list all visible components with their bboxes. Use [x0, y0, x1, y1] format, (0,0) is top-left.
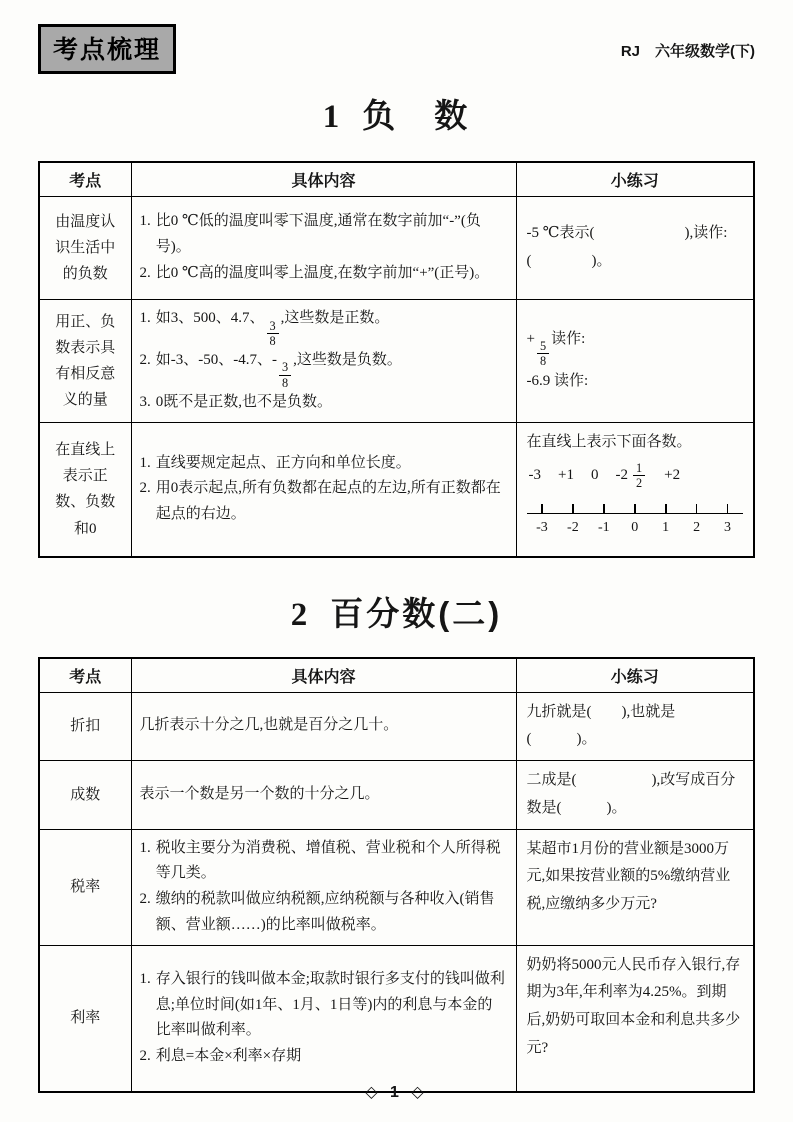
item-text: 税收主要分为消费税、增值税、营业税和个人所得税等几类。 — [155, 839, 501, 882]
page-number: ◇ 1 ◇ — [365, 1084, 428, 1101]
fraction-denominator: 8 — [269, 333, 276, 348]
practice-cell — [516, 300, 754, 423]
content-item — [140, 476, 506, 528]
tick-mark — [665, 504, 667, 513]
practice-cell: 二成是( ),改写成百分数是( )。 — [516, 761, 754, 830]
plot-number: -3 — [528, 466, 541, 483]
text-segment: 如-3、-50、-4.7、- — [155, 352, 277, 369]
practice-cell — [516, 423, 754, 557]
fraction-numerator: 1 — [633, 461, 645, 476]
col-header-practice: 小练习 — [516, 658, 754, 693]
topic-cell: 税率 — [39, 829, 131, 945]
content-cell: 几折表示十分之几,也就是百分之几十。 — [131, 692, 516, 761]
section1-title-text: 负 数 — [362, 97, 471, 134]
content-item — [140, 887, 506, 939]
fraction-numerator: 3 — [267, 319, 279, 334]
tick-label: 0 — [631, 520, 639, 536]
item-marker: 1. — [139, 213, 151, 230]
content-cell — [131, 197, 516, 300]
section2-header-row — [39, 658, 754, 693]
content-item — [140, 390, 506, 416]
review-badge: 考点梳理 — [38, 24, 176, 74]
fraction-denominator: 2 — [635, 475, 643, 490]
plot-number: +1 — [558, 466, 574, 483]
table-row — [39, 945, 754, 1092]
content-cell — [131, 423, 516, 557]
section2-title-text: 百分数(二) — [330, 594, 503, 632]
content-cell — [131, 300, 516, 423]
topic-cell: 折扣 — [39, 692, 131, 761]
col-header-topic: 考点 — [39, 658, 131, 693]
section2-table — [38, 657, 755, 1094]
text-segment: 如3、500、4.7、 — [155, 310, 265, 327]
item-marker: 1. — [139, 970, 151, 987]
item-marker: 1. — [139, 839, 151, 856]
content-cell: 表示一个数是另一个数的十分之几。 — [131, 761, 516, 830]
section1-header-row — [39, 162, 754, 197]
content-item — [140, 261, 506, 287]
mixed-integer: -2 — [615, 466, 628, 483]
plot-number: 0 — [590, 466, 599, 483]
item-text: 比0 ℃低的温度叫零下温度,通常在数字前加“-”(负号)。 — [155, 213, 481, 256]
edition-label: RJ 六年级数学(下) — [620, 43, 755, 60]
number-line-ticks — [527, 504, 744, 514]
section1-title — [38, 90, 755, 137]
item-marker: 2. — [139, 891, 151, 908]
item-marker: 2. — [139, 480, 151, 497]
item-marker: 2. — [139, 264, 151, 281]
exercise-instruction: 在直线上表示下面各数。 — [526, 434, 692, 450]
plot-number: +2 — [664, 466, 681, 483]
item-text — [156, 306, 506, 348]
tick-mark — [634, 504, 636, 513]
practice-cell: 奶奶将5000元人民币存入银行,存期为3年,年利率为4.25%。到期后,奶奶可取回本金和利息共多少元? — [516, 945, 754, 1092]
number-line-labels — [527, 515, 744, 541]
numberline-exercise — [527, 429, 744, 545]
content-item — [140, 306, 506, 348]
topic-cell: 在直线上表示正数、负数和0 — [39, 423, 131, 557]
text-segment: 读作: — [551, 330, 586, 347]
numbers-to-plot — [527, 461, 744, 490]
tick-mark — [572, 504, 574, 513]
topic-cell: 由温度认识生活中的负数 — [39, 197, 131, 300]
item-text: 存入银行的钱叫做本金;取款时银行多支付的钱叫做利息;单位时间(如1年、1月、1日等)内的利息与本金的比率叫做利率。 — [155, 970, 505, 1039]
item-marker: 3. — [139, 393, 151, 410]
item-text: 利息=本金×利率×存期 — [155, 1048, 302, 1065]
table-row — [39, 829, 754, 945]
fraction — [633, 461, 645, 490]
practice-line: -6.9 读作: — [526, 373, 589, 390]
item-marker: 1. — [139, 454, 151, 471]
text-segment: ,这些数是正数。 — [280, 310, 390, 327]
item-marker: 2. — [139, 1048, 151, 1065]
text-segment: ,这些数是负数。 — [293, 352, 402, 369]
fraction-numerator: 5 — [537, 339, 549, 354]
topic-cell: 成数 — [39, 761, 131, 830]
text-segment: + — [526, 330, 535, 347]
tick-label: 3 — [724, 520, 732, 536]
tick-label: -1 — [597, 520, 610, 536]
page-header — [38, 24, 755, 76]
item-marker: 1. — [139, 310, 151, 327]
content-item — [140, 348, 506, 390]
topic-cell: 利率 — [39, 945, 131, 1092]
practice-lines — [527, 326, 744, 396]
col-header-content: 具体内容 — [131, 658, 516, 693]
content-item — [140, 967, 506, 1044]
table-row — [39, 692, 754, 761]
content-item — [140, 209, 506, 261]
fraction — [537, 339, 549, 368]
item-text: 用0表示起点,所有负数都在起点的左边,所有正数都在起点的右边。 — [155, 480, 501, 523]
item-text: 0既不是正数,也不是负数。 — [155, 393, 333, 410]
fraction — [267, 319, 279, 348]
table-row — [39, 761, 754, 830]
fraction-numerator: 3 — [279, 360, 291, 375]
tick-label: -2 — [567, 520, 579, 536]
content-cell — [131, 945, 516, 1092]
table-row — [39, 300, 754, 423]
content-item — [140, 836, 506, 888]
table-row — [39, 197, 754, 300]
topic-cell: 用正、负数表示具有相反意义的量 — [39, 300, 131, 423]
content-item — [140, 451, 506, 477]
item-text: 直线要规定起点、正方向和单位长度。 — [155, 454, 411, 471]
tick-mark — [541, 504, 543, 513]
section1-table — [38, 161, 755, 558]
tick-label: 1 — [662, 520, 670, 536]
tick-mark — [696, 504, 698, 513]
fraction — [279, 360, 291, 389]
table-row — [39, 423, 754, 557]
tick-mark — [603, 504, 605, 513]
content-cell — [131, 829, 516, 945]
col-header-content: 具体内容 — [131, 162, 516, 197]
item-text: 比0 ℃高的温度叫零上温度,在数字前加“+”(正号)。 — [155, 264, 490, 281]
item-marker: 2. — [139, 352, 151, 369]
practice-cell: -5 ℃表示( ),读作:( )。 — [516, 197, 754, 300]
section1-number: 1 — [322, 99, 343, 135]
content-item — [140, 1044, 506, 1070]
col-header-practice: 小练习 — [516, 162, 754, 197]
plot-number-mixed — [615, 461, 647, 490]
tick-label: -3 — [536, 520, 548, 536]
tick-label: 2 — [693, 520, 701, 536]
item-text: 缴纳的税款叫做应纳税额,应纳税额与各种收入(销售额、营业额……)的比率叫做税率。 — [155, 891, 495, 933]
tick-mark — [727, 504, 729, 513]
col-header-topic: 考点 — [39, 162, 131, 197]
number-line — [527, 504, 744, 541]
practice-cell: 九折就是( ),也就是( )。 — [516, 692, 754, 761]
practice-line — [527, 326, 744, 369]
section2-title — [38, 588, 755, 635]
fraction-denominator: 8 — [539, 354, 547, 369]
section2-number: 2 — [290, 596, 311, 633]
item-text — [156, 348, 506, 390]
practice-cell: 某超市1月份的营业额是3000万元,如果按营业额的5%缴纳营业税,应缴纳多少万元? — [516, 829, 754, 945]
fraction-denominator: 8 — [281, 375, 289, 390]
